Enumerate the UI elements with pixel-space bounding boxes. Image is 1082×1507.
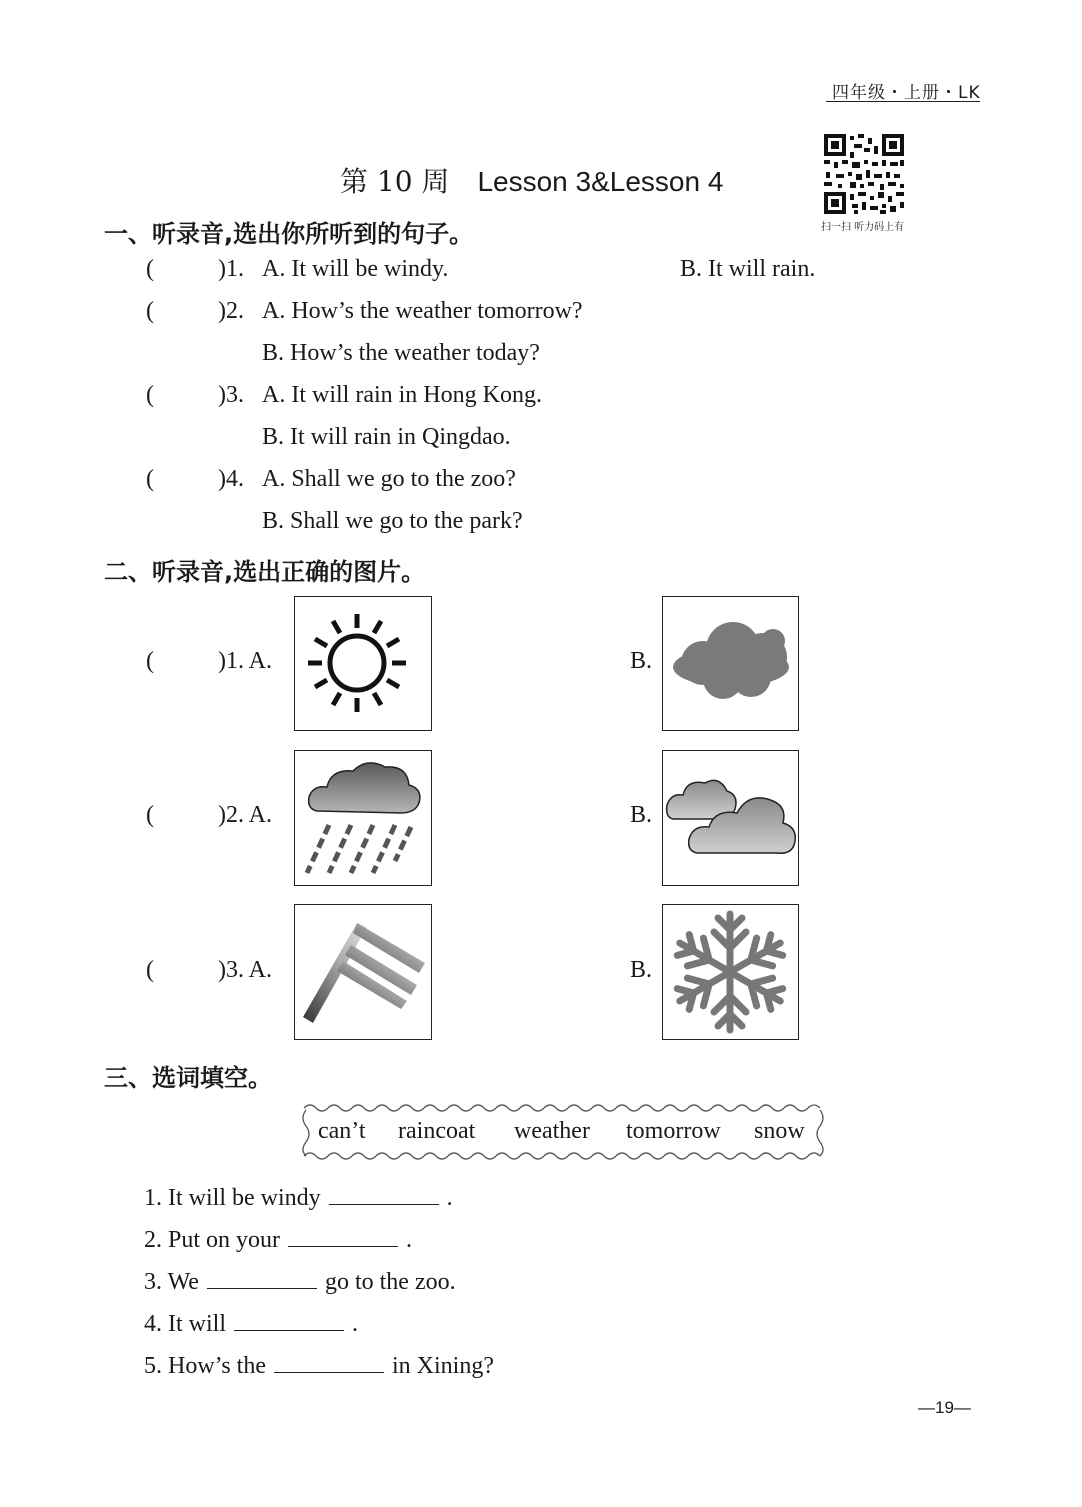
sentence-text: . <box>352 1311 358 1337</box>
fill-sentence-2 <box>144 1224 412 1254</box>
answer-blank[interactable] <box>234 1308 344 1331</box>
fill-sentence-4 <box>144 1308 358 1338</box>
week-label: 第 10 周 <box>340 165 450 198</box>
sentence-text: in Xining? <box>392 1353 494 1379</box>
option-b: B. How’s the weather today? <box>262 340 540 366</box>
answer-blank[interactable] <box>329 1182 439 1205</box>
word-option: snow <box>754 1118 805 1144</box>
section1-heading: 一、听录音,选出你所听到的句子。 <box>104 220 474 248</box>
item-number: )4. <box>218 466 244 492</box>
answer-paren[interactable]: ( <box>146 298 154 324</box>
word-option: tomorrow <box>626 1118 721 1144</box>
option-a: A. It will be windy. <box>262 256 449 282</box>
sentence-text: go to the zoo. <box>324 1269 456 1295</box>
sentence-text: 3. We <box>144 1269 199 1295</box>
option-b: B. Shall we go to the park? <box>262 508 523 534</box>
word-option: weather <box>514 1118 590 1144</box>
word-option: can’t <box>318 1118 366 1144</box>
sentence-text: . <box>406 1227 413 1253</box>
answer-blank[interactable] <box>274 1350 384 1373</box>
sentence-text: 5. How’s the <box>144 1353 266 1379</box>
picture-option-3a[interactable] <box>294 904 432 1040</box>
picture-option-2b[interactable] <box>662 750 799 886</box>
option-b: B. It will rain in Qingdao. <box>262 424 511 450</box>
answer-blank[interactable] <box>207 1266 317 1289</box>
page-title <box>340 160 723 200</box>
fill-sentence-1 <box>144 1182 453 1212</box>
clouds-icon <box>663 751 798 885</box>
sentence-text: 1. It will be windy <box>144 1185 321 1211</box>
header-rule <box>826 101 980 102</box>
picture-option-2a[interactable] <box>294 750 432 886</box>
fill-sentence-5 <box>144 1350 494 1380</box>
word-bank <box>300 1100 826 1164</box>
sentence-text: 4. It will <box>144 1311 226 1337</box>
item-number: )2. A. <box>218 802 272 828</box>
item-number: )1. <box>218 256 244 282</box>
page-number: —19— <box>918 1398 971 1417</box>
answer-blank[interactable] <box>288 1224 398 1247</box>
answer-paren[interactable]: ( <box>146 382 154 408</box>
sentence-text: . <box>446 1185 453 1211</box>
answer-paren[interactable]: ( <box>146 957 154 983</box>
answer-paren[interactable]: ( <box>146 648 154 674</box>
section2-heading: 二、听录音,选出正确的图片。 <box>104 558 426 586</box>
cloud-icon <box>663 597 798 730</box>
fill-sentence-3 <box>144 1266 456 1296</box>
section3-heading: 三、选词填空。 <box>104 1064 272 1092</box>
option-a: A. Shall we go to the zoo? <box>262 466 516 492</box>
option-a: A. How’s the weather tomorrow? <box>262 298 583 324</box>
option-b-label: B. <box>630 957 653 983</box>
grade-tag: 四年级・上册・LK <box>832 83 981 103</box>
answer-paren[interactable]: ( <box>146 466 154 492</box>
option-b: B. It will rain. <box>680 256 816 282</box>
lesson-label: Lesson 3&Lesson 4 <box>477 166 724 197</box>
wind-icon <box>295 905 431 1039</box>
item-number: )3. <box>218 382 244 408</box>
qr-caption: 扫一扫 听力码上有 <box>821 222 905 233</box>
sentence-text: 2. Put on your <box>144 1227 281 1253</box>
item-number: )2. <box>218 298 244 324</box>
picture-option-1a[interactable] <box>294 596 432 731</box>
picture-option-3b[interactable] <box>662 904 799 1040</box>
option-a: A. It will rain in Hong Kong. <box>262 382 542 408</box>
item-number: )1. A. <box>218 648 272 674</box>
option-b-label: B. <box>630 802 653 828</box>
answer-paren[interactable]: ( <box>146 802 154 828</box>
rain-cloud-icon <box>295 751 431 885</box>
picture-option-1b[interactable] <box>662 596 799 731</box>
option-b-label: B. <box>630 648 653 674</box>
answer-paren[interactable]: ( <box>146 256 154 282</box>
sun-icon <box>295 597 431 730</box>
word-option: raincoat <box>398 1118 476 1144</box>
snowflake-icon <box>663 905 798 1039</box>
item-number: )3. A. <box>218 957 272 983</box>
qr-code-icon[interactable] <box>824 134 904 214</box>
